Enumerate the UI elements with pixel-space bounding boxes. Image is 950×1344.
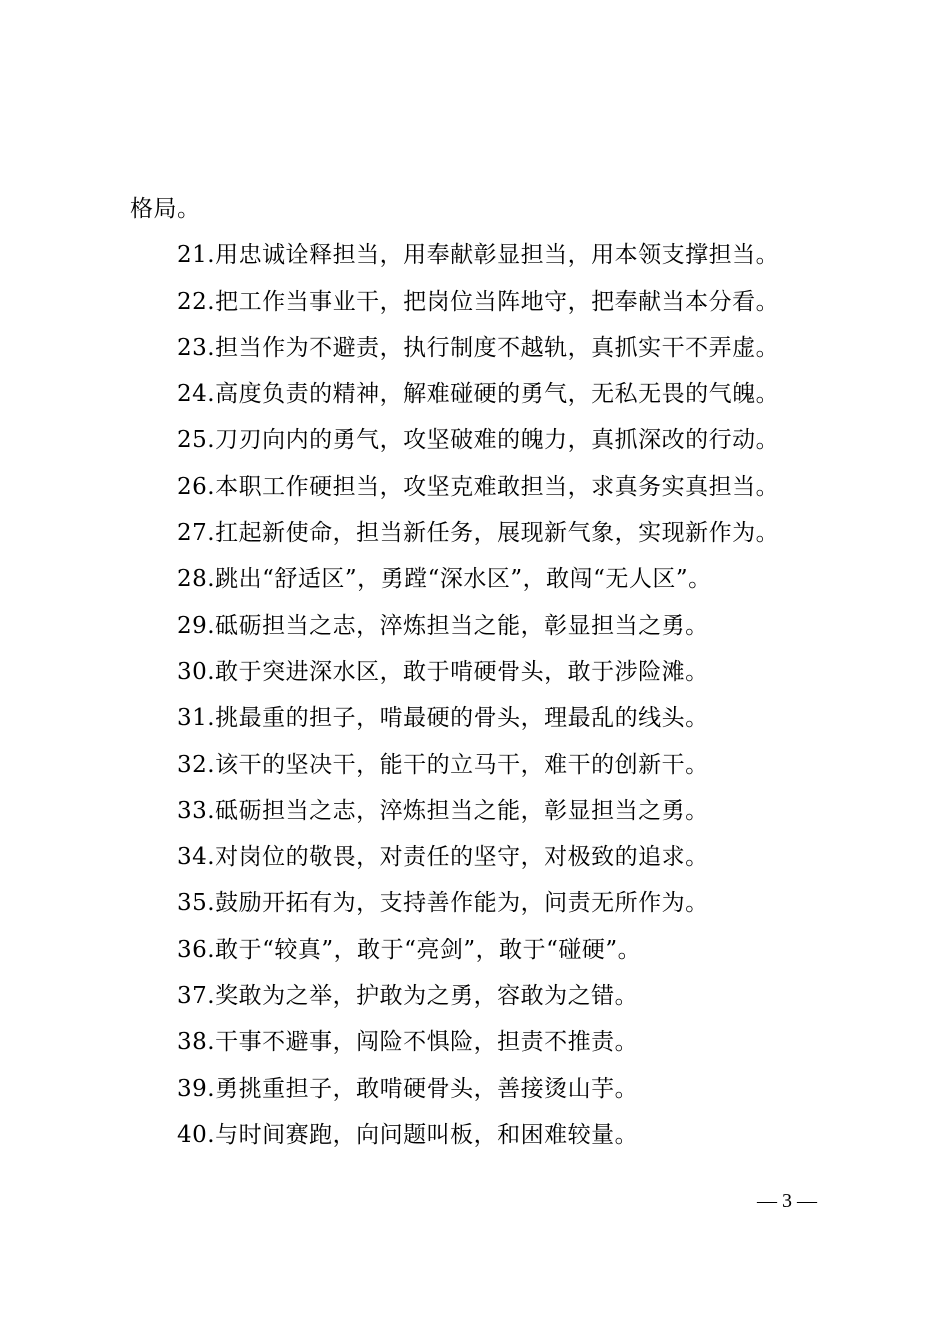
list-item-23: 23.担当作为不避责，执行制度不越轨，真抓实干不弄虚。 [177, 334, 780, 361]
list-item-35: 35.鼓励开拓有为，支持善作能为，问责无所作为。 [177, 890, 709, 917]
list-item-29: 29.砥砺担当之志，淬炼担当之能，彰显担当之勇。 [177, 612, 709, 639]
list-item-37: 37.奖敢为之举，护敢为之勇，容敢为之错。 [177, 983, 639, 1010]
list-item-27: 27.扛起新使命，担当新任务，展现新气象，实现新作为。 [177, 520, 780, 547]
list-item-36: 36.敢于“较真”，敢于“亮剑”，敢于“碰硬”。 [177, 936, 642, 963]
list-item-30: 30.敢于突进深水区，敢于啃硬骨头，敢于涉险滩。 [177, 658, 709, 685]
page-number: — 3 — [757, 1190, 817, 1212]
list-item-38: 38.干事不避事，闯险不惧险，担责不推责。 [177, 1029, 639, 1056]
list-item-32: 32.该干的坚决干，能干的立马干，难干的创新干。 [177, 751, 709, 778]
list-item-40: 40.与时间赛跑，向问题叫板，和困难较量。 [177, 1121, 639, 1148]
list-item-21: 21.用忠诚诠释担当，用奉献彰显担当，用本领支撑担当。 [177, 242, 780, 269]
list-item-31: 31.挑最重的担子，啃最硬的骨头，理最乱的线头。 [177, 705, 709, 732]
list-item-24: 24.高度负责的精神，解难碰硬的勇气，无私无畏的气魄。 [177, 381, 780, 408]
list-item-33: 33.砥砺担当之志，淬炼担当之能，彰显担当之勇。 [177, 797, 709, 824]
list-item-28: 28.跳出“舒适区”，勇蹚“深水区”，敢闯“无人区”。 [177, 566, 712, 593]
list-item-25: 25.刀刃向内的勇气，攻坚破难的魄力，真抓深改的行动。 [177, 427, 780, 454]
list-item-22: 22.把工作当事业干，把岗位当阵地守，把奉献当本分看。 [177, 288, 780, 315]
continuation-line: 格局。 [130, 196, 201, 222]
document-body [130, 186, 830, 1158]
list-item-26: 26.本职工作硬担当，攻坚克难敢担当，求真务实真担当。 [177, 473, 780, 500]
list-item-34: 34.对岗位的敬畏，对责任的坚守，对极致的追求。 [177, 844, 709, 871]
list-item-39: 39.勇挑重担子，敢啃硬骨头，善接烫山芋。 [177, 1075, 639, 1102]
